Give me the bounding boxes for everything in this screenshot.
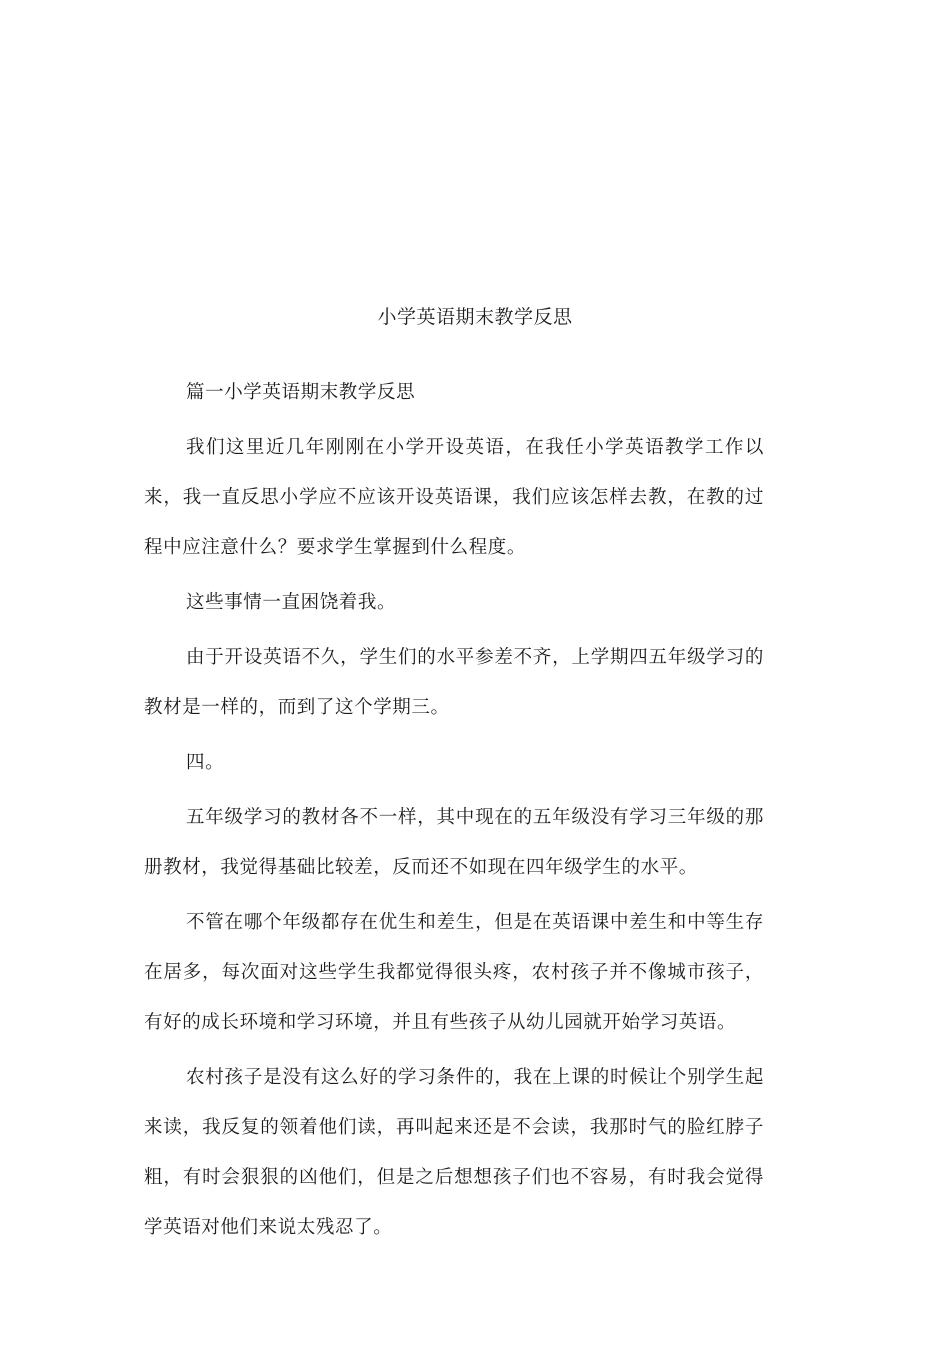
paragraph: 不管在哪个年级都存在优生和差生，但是在英语课中差生和中等生存在居多，每次面对这些学生我都觉得很头疼，农村孩子并不像城市孩子，有好的成长环境和学习环境，并且有些孩子从幼儿园就开始学习英语。: [144, 912, 764, 1033]
paragraph-heading: 篇一小学英语期末教学反思: [186, 382, 416, 403]
paragraph: 由于开设英语不久，学生们的水平参差不齐，上学期四五年级学习的教材是一样的，而到了这个学期三。: [144, 647, 764, 718]
document-title: 小学英语期末教学反思: [377, 306, 573, 328]
paragraph: 农村孩子是没有这么好的学习条件的，我在上课的时候让个别学生起来读，我反复的领着他们读，再叫起来还是不会读，我那时气的脸红脖子粗，有时会狠狠的凶他们，但是之后想想孩子们也不容易，有时我会觉得学英语对他们来说太残忍了。: [144, 1067, 764, 1238]
paragraph: 五年级学习的教材各不一样，其中现在的五年级没有学习三年级的那册教材，我觉得基础比较差，反而还不如现在四年级学生的水平。: [144, 807, 764, 878]
paragraph: 这些事情一直困饶着我。: [186, 592, 397, 613]
paragraph: 四。: [186, 752, 225, 773]
document-body: [144, 368, 764, 1258]
paragraph: 我们这里近几年刚刚在小学开设英语，在我任小学英语教学工作以来，我一直反思小学应不应该开设英语课，我们应该怎样去教，在教的过程中应注意什么？要求学生掌握到什么程度。: [144, 437, 764, 558]
